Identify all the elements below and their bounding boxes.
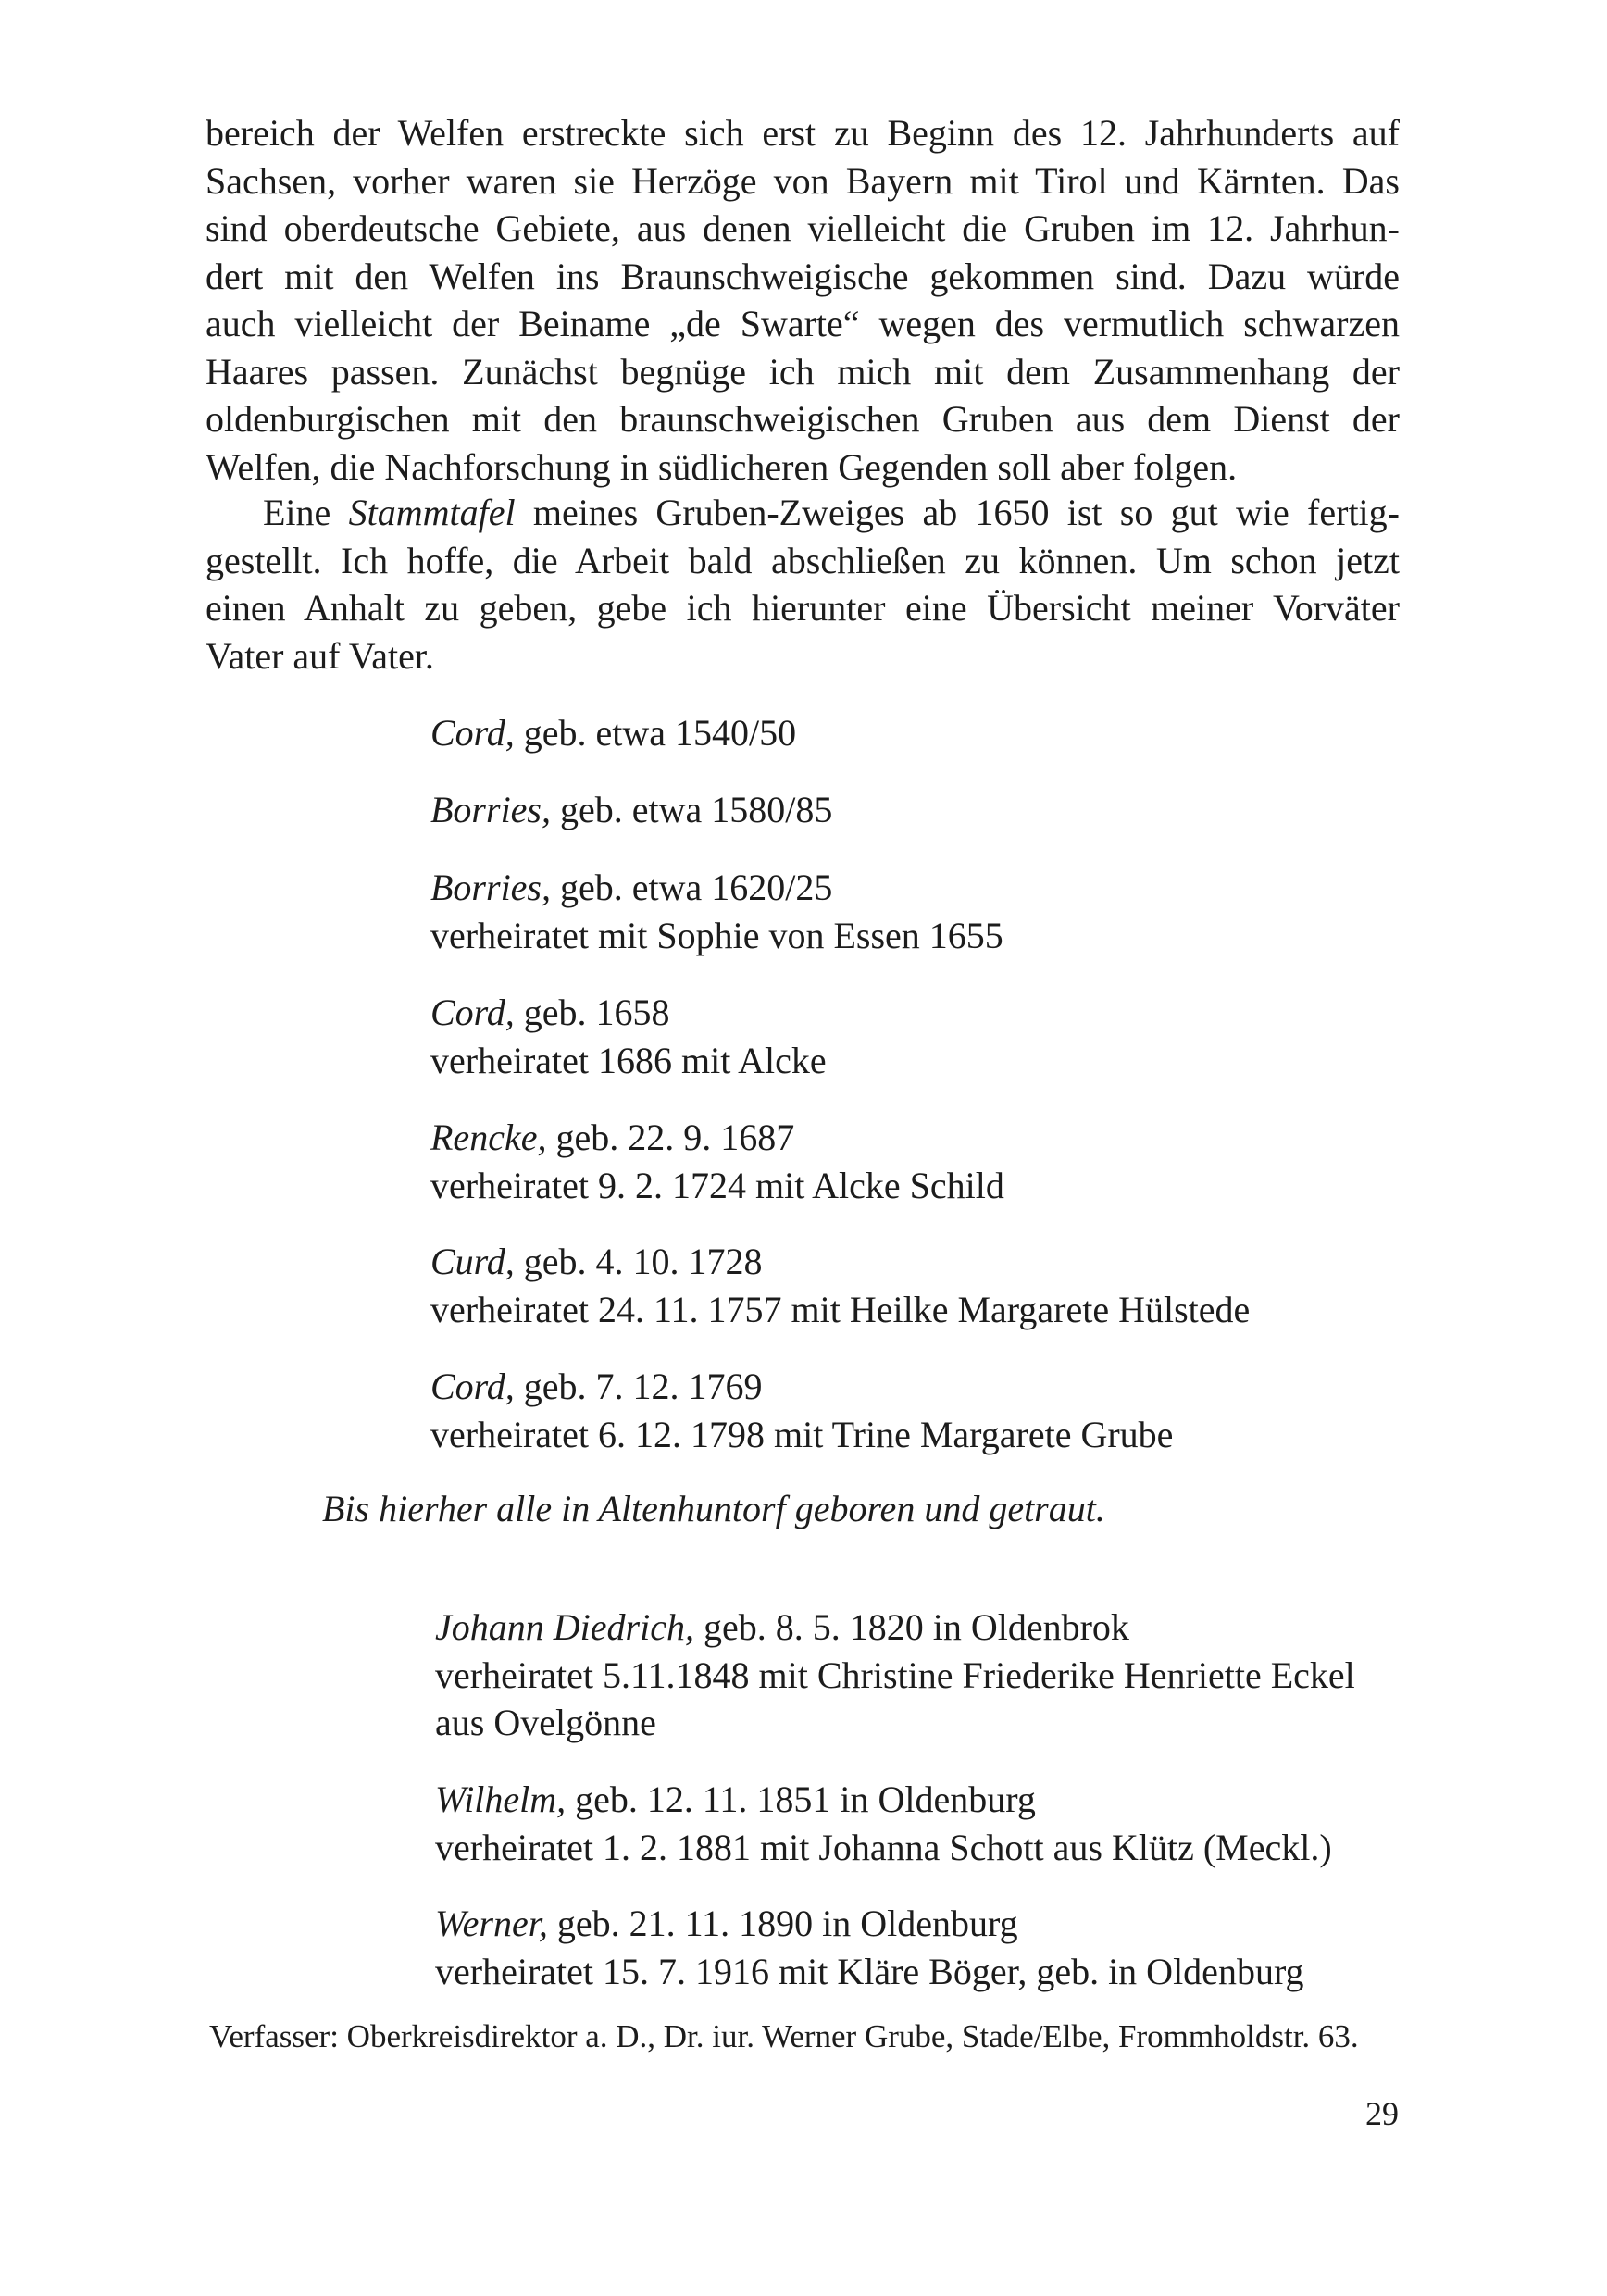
birth-info: geb. 22. 9. 1687 <box>546 1117 795 1158</box>
genealogy-entry <box>430 786 832 834</box>
ancestor-name: Wilhelm, <box>435 1778 567 1820</box>
birth-info: geb. etwa 1620/25 <box>551 867 833 908</box>
marriage-info: verheiratet 5.11.1848 mit Christine Friederike Henriette Eckel <box>435 1653 1355 1696</box>
text-line: oldenburgischen mit den braunschweigischen Gruben aus dem Dienst der <box>206 398 1400 440</box>
genealogy-entry <box>430 864 1003 959</box>
page-number: 29 <box>1365 2095 1399 2132</box>
ancestor-name: Borries, <box>430 867 551 908</box>
paragraph-1 <box>206 109 1400 491</box>
text-line: sind oberdeutsche Gebiete, aus denen vielleicht die Gruben im 12. Jahrhun- <box>206 207 1400 249</box>
ancestor-name: Rencke, <box>430 1117 547 1158</box>
marriage-info: verheiratet 15. 7. 1916 mit Kläre Böger, geb. in Oldenburg <box>435 1950 1304 1992</box>
text-line: Vater auf Vater. <box>206 634 434 677</box>
marriage-info: verheiratet mit Sophie von Essen 1655 <box>430 914 1003 956</box>
birth-info: geb. 7. 12. 1769 <box>514 1366 763 1407</box>
marriage-info: verheiratet 24. 11. 1757 mit Heilke Margarete Hülstede <box>430 1288 1251 1330</box>
text-rest: meines Gruben-Zweiges ab 1650 ist so gut wie fertig- <box>515 492 1400 533</box>
birth-info: geb. etwa 1580/85 <box>551 789 833 830</box>
text-line: Haares passen. Zunächst begnüge ich mich mit dem Zusammenhang der <box>206 350 1400 393</box>
text-line: Welfen, die Nachforschung in südlicheren Gegenden soll aber folgen. <box>206 445 1238 488</box>
ancestor-name: Cord, <box>430 992 515 1033</box>
ancestor-name: Werner, <box>435 1903 548 1944</box>
genealogy-entry <box>430 1114 1004 1209</box>
marriage-info: verheiratet 1. 2. 1881 mit Johanna Schott aus Klütz (Meckl.) <box>435 1826 1332 1868</box>
marriage-info: verheiratet 1686 mit Alcke <box>430 1039 827 1081</box>
genealogy-entry <box>435 1900 1304 1995</box>
text-line: auch vielleicht der Beiname „de Swarte“ wegen des vermutlich schwarzen <box>206 303 1400 344</box>
genealogy-entry <box>430 1238 1250 1333</box>
genealogy-entry <box>430 989 827 1084</box>
genealogy-entry <box>435 1776 1332 1871</box>
text-line: bereich der Welfen erstreckte sich erst zu Beginn des 12. Jahrhunderts auf <box>206 112 1400 154</box>
birth-info: geb. 21. 11. 1890 in Oldenburg <box>547 1903 1018 1944</box>
text-pre: Eine <box>263 492 349 533</box>
emphasis-stammtafel: Stammtafel <box>348 492 516 533</box>
author-line: Verfasser: Oberkreisdirektor a. D., Dr. iur. Werner Grube, Stade/Elbe, Frommholdstr. 63. <box>209 2018 1359 2054</box>
ancestor-name: Cord, <box>430 712 515 754</box>
text-line: gestellt. Ich hoffe, die Arbeit bald abschließen zu können. Um schon jetzt <box>206 539 1400 581</box>
ancestor-name: Cord, <box>430 1366 515 1407</box>
text-line: einen Anhalt zu geben, gebe ich hierunter eine Übersicht meiner Vorväter <box>206 587 1400 629</box>
birth-info: geb. 1658 <box>514 992 670 1033</box>
text-line: dert mit den Welfen ins Braunschweigische gekommen sind. Dazu würde <box>206 255 1400 297</box>
marriage-info-cont: aus Ovelgönne <box>435 1702 656 1743</box>
paragraph-2 <box>206 489 1400 680</box>
ancestor-name: Johann Diedrich, <box>435 1606 694 1648</box>
text-line <box>206 489 1400 537</box>
marriage-info: verheiratet 9. 2. 1724 mit Alcke Schild <box>430 1164 1004 1206</box>
genealogy-entry <box>430 709 796 757</box>
birth-info: geb. 8. 5. 1820 in Oldenbrok <box>693 1606 1129 1648</box>
birth-info: geb. etwa 1540/50 <box>514 712 797 754</box>
marriage-info: verheiratet 6. 12. 1798 mit Trine Margarete Grube <box>430 1413 1174 1455</box>
genealogy-entry <box>430 1363 1173 1458</box>
birthplace-note: Bis hierher alle in Altenhuntorf geboren und getraut. <box>322 1488 1105 1529</box>
birth-info: geb. 12. 11. 1851 in Oldenburg <box>566 1778 1036 1820</box>
birth-info: geb. 4. 10. 1728 <box>514 1241 763 1282</box>
ancestor-name: Borries, <box>430 789 551 830</box>
ancestor-name: Curd, <box>430 1241 515 1282</box>
genealogy-entry <box>435 1603 1355 1747</box>
text-line: Sachsen, vorher waren sie Herzöge von Bayern mit Tirol und Kärnten. Das <box>206 159 1400 202</box>
